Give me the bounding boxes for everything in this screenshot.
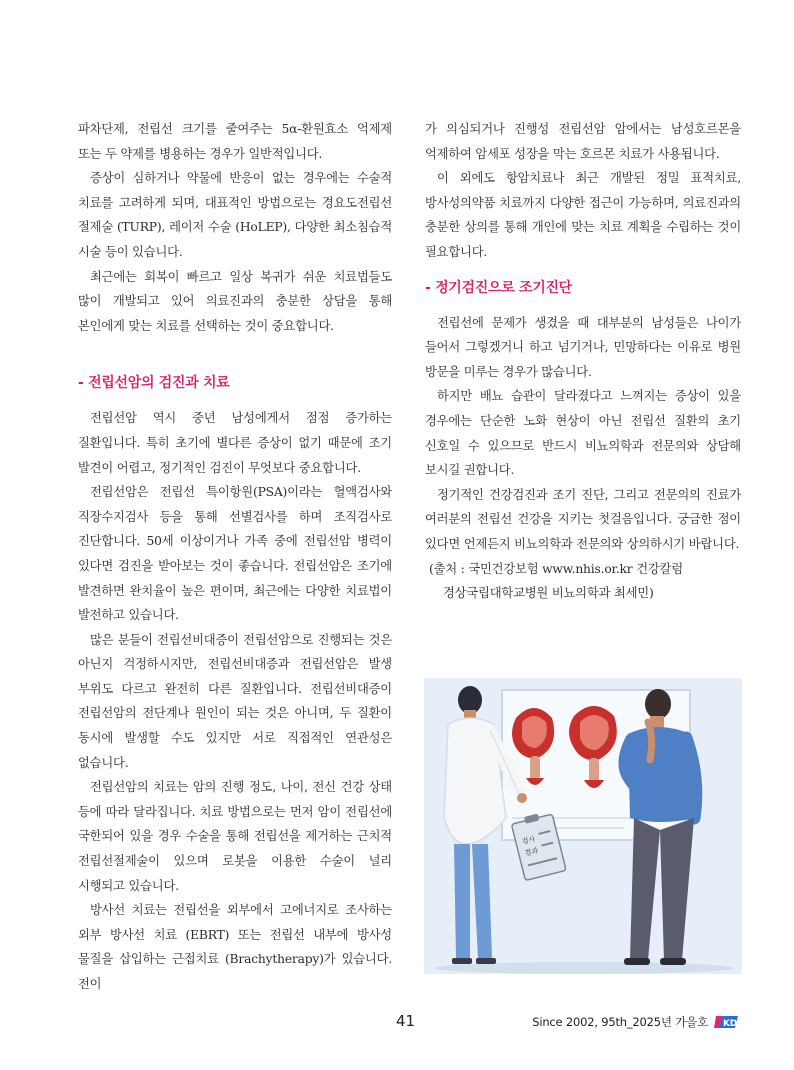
footer-edition — [532, 1014, 738, 1030]
right-paragraph-1: 가 의심되거나 진행성 전립선암 암에서는 남성호르몬을 억제하여 암세포 성장을 막는 호르몬 치료가 사용됩니다. — [425, 122, 741, 161]
logo-text: KD — [723, 1019, 738, 1029]
left-paragraph-2: 증상이 심하거나 약물에 반응이 없는 경우에는 수술적 치료를 고려하게 되며, 대표적인 방법으로는 경요도전립선 절제술 (TURP), 레이저 수술 (HoLEP), 다양한 최소침습적 시술 등이 있습니다. — [78, 171, 392, 259]
right-column — [425, 117, 741, 606]
right-paragraph-3: 전립선에 문제가 생겼을 때 대부분의 남성들은 나이가 들어서 그렇겠거니 하고 넘기거나, 민망하다는 이유로 병원 방문을 미루는 경우가 많습니다. — [425, 315, 741, 379]
left-paragraph-7: 전립선암의 치료는 암의 진행 정도, 나이, 전신 건강 상태 등에 따라 달라집니다. 치료 방법으로는 먼저 암이 전립선에 국한되어 있을 경우 수술을 통해 전립선을 제거하는 근치적 전립선절제술이 있으며 로봇을 이용한 수술이 널리 시행되고 있습니다. — [78, 780, 392, 893]
clipboard-text-2: 결과 — [523, 846, 540, 858]
source-line-2: 경상국립대학교병원 비뇨의학과 최세민) — [443, 586, 654, 601]
right-paragraph-2: 이 외에도 항암치료나 최근 개발된 정밀 표적치료, 방사성의약품 치료까지 다양한 접근이 가능하며, 의료진과의 충분한 상의를 통해 개인에 맞는 치료 계획을 수립하는 것이 필요합니다. — [425, 171, 741, 259]
left-paragraph-3: 최근에는 회복이 빠르고 일상 복귀가 쉬운 치료법들도 많이 개발되고 있어 의료진과의 충분한 상담을 통해 본인에게 맞는 치료를 선택하는 것이 중요합니다. — [78, 269, 392, 333]
left-paragraph-5: 전립선암은 전립선 특이항원(PSA)이라는 혈액검사와 직장수지검사 등을 통해 선별검사를 하며 조직검사로 진단합니다. 50세 이상이거나 가족 중에 전립선암 병력이 있다면 검진을 받아보는 것이 좋습니다. 전립선암은 조기에 발견하면 완치율이 높은 편이며, 최근에는 다양한 치료법이 발전하고 있습니다. — [78, 485, 392, 623]
section-heading-regular-checkup: - 정기검진으로 조기진단 — [425, 279, 572, 296]
left-paragraph-1: 파차단제, 전립선 크기를 줄여주는 5α-환원효소 억제제 또는 두 약제를 병용하는 경우가 일반적입니다. — [78, 122, 392, 161]
left-column — [78, 117, 392, 997]
doctor-patient-illustration — [424, 668, 742, 978]
left-paragraph-4: 전립선암 역시 중년 남성에게서 점점 증가하는 질환입니다. 특히 초기에 별다른 증상이 없기 때문에 조기 발견이 어렵고, 정기적인 검진이 무엇보다 중요합니다. — [78, 411, 392, 475]
left-paragraph-6: 많은 분들이 전립선비대증이 전립선암으로 진행되는 것은 아닌지 걱정하시지만, 전립선비대증과 전립선암은 발생 부위도 다르고 완전히 다른 질환입니다. 전립선비대증이 전립선암의 전단계나 원인이 되는 것은 아니며, 두 질환이 동시에 발생할 수도 있지만 서로 직접적인 연관성은 없습니다. — [78, 632, 392, 770]
right-paragraph-4: 하지만 배뇨 습관이 달라졌다고 느껴지는 증상이 있을 경우에는 단순한 노화 현상이 아닌 전립선 질환의 초기 신호일 수 있으므로 반드시 비뇨의학과 전문의와 상담해 보시길 권합니다. — [425, 389, 741, 478]
page-number: 41 — [396, 1012, 416, 1030]
clipboard-text-1: 검사 — [521, 835, 537, 847]
right-paragraph-5: 정기적인 건강검진과 조기 진단, 그리고 전문의의 진료가 여러분의 전립선 건강을 지키는 첫걸음입니다. 궁금한 점이 있다면 언제든지 비뇨의학과 전문의와 상의하시기 바랍니다. — [425, 487, 741, 551]
left-paragraph-8: 방사선 치료는 전립선을 외부에서 고에너지로 조사하는 외부 방사선 치료 (EBRT) 또는 전립선 내부에 방사성 물질을 삽입하는 근접치료 (Brachytherapy)가 있습니다. 전이 — [78, 903, 392, 991]
edition-text: Since 2002, 95th_2025년 가을호 — [532, 1015, 708, 1029]
source-line-1: (출처 : 국민건강보험 www.nhis.or.kr 건강칼럼 — [429, 561, 683, 576]
magazine-logo-icon — [714, 1015, 738, 1029]
section-heading-prostate-cancer: - 전립선암의 검진과 치료 — [78, 375, 230, 392]
